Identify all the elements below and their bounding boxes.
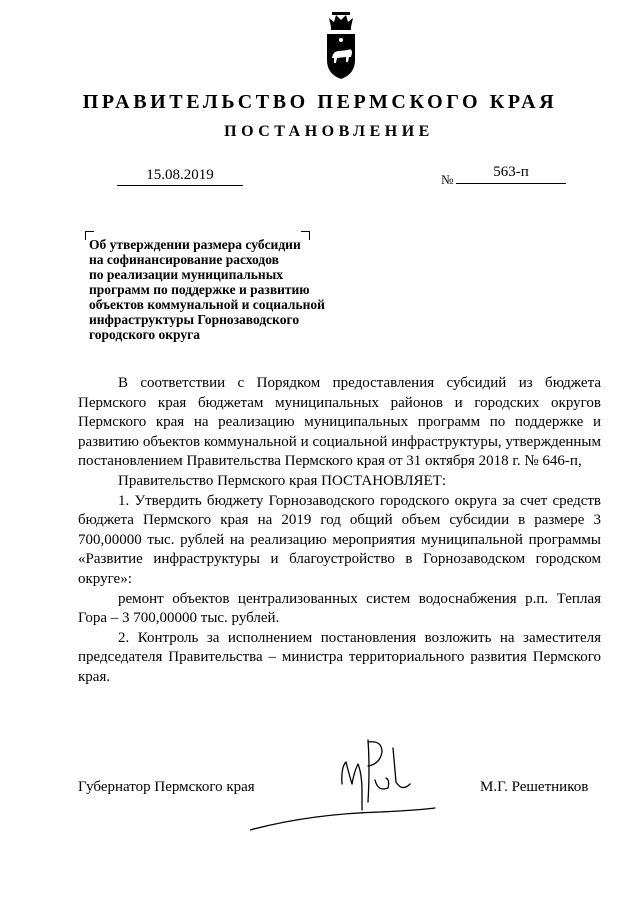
perm-krai-coat-of-arms-icon	[323, 10, 359, 80]
subject-line: программ по поддержке и развитию	[89, 282, 310, 297]
document-type: ПОСТАНОВЛЕНИЕ	[224, 123, 434, 140]
signatory-title: Губернатор Пермского края	[78, 779, 255, 795]
document-body	[78, 374, 601, 688]
subject-line: Об утверждении размера субсидии	[89, 237, 301, 252]
subject-line: по реализации муниципальных	[89, 267, 283, 282]
signatory-name: М.Г. Решетников	[480, 779, 589, 795]
subject-line: инфраструктуры Горнозаводского	[89, 312, 300, 327]
handwritten-signature	[250, 722, 450, 832]
body-paragraph: В соответствии с Порядком предоставления субсидий из бюджета Пермского края бюджетам муниципальных районов и городских округов Пермского края на реализацию муниципальных программ по поддержке и развитию объектов коммунальной и социальной инфраструктуры, утвержденным постановлением Правительства Пермского края от 31 октября 2018 г. № 646-п,	[78, 375, 601, 470]
subject-line: городского округа	[89, 327, 200, 342]
document-date: 15.08.2019	[117, 167, 243, 186]
subject-line: на софинансирование расходов	[89, 252, 279, 267]
government-title: ПРАВИТЕЛЬСТВО ПЕРМСКОГО КРАЯ	[82, 91, 558, 113]
body-paragraph: Правительство Пермского края ПОСТАНОВЛЯЕТ:	[118, 472, 447, 489]
body-paragraph: 1. Утвердить бюджету Горнозаводского городского округа за счет средств бюджета Пермского края на 2019 год общий объем субсидии в размере 3 700,00000 тыс. рублей на реализацию мероприятия муниципальной программы «Развитие инфраструктуры и благоустройство в Горнозаводском городском округе»:	[78, 492, 601, 587]
body-paragraph: 2. Контроль за исполнением постановления возложить на заместителя председателя Правительства – министра территориального развития Пермского края.	[78, 629, 601, 685]
document-subject	[89, 237, 389, 342]
number-sign: №	[441, 172, 454, 187]
subject-line: объектов коммунальной и социальной	[89, 297, 325, 312]
body-paragraph: ремонт объектов централизованных систем водоснабжения р.п. Теплая Гора – 3 700,00000 тыс. рублей.	[78, 590, 601, 627]
document-number: 563-п	[456, 164, 566, 184]
